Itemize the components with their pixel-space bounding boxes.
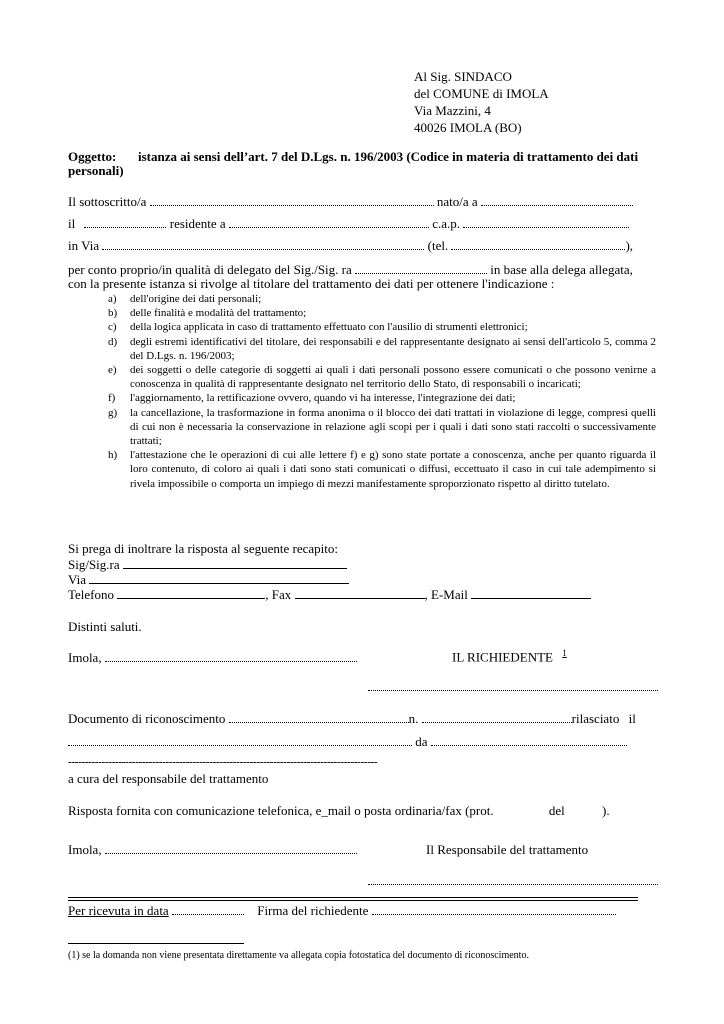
list-item-key: h) <box>108 449 118 462</box>
reply-email-label: , E-Mail <box>424 587 468 602</box>
response-text: Risposta fornita con comunicazione telefonica, e_mail o posta ordinaria/fax (prot. <box>68 803 494 818</box>
document-da-label: da <box>415 734 428 749</box>
il-label: il <box>68 216 76 231</box>
reply-fax-label: , Fax <box>265 587 292 602</box>
list-item-key: g) <box>108 406 118 419</box>
list-item-key: d) <box>108 335 118 348</box>
subject-text-continued: personali) <box>68 163 124 178</box>
list-item-text: dei soggetti o delle categorie di soggetti ai quali i dati personali possono essere comunicati o che possono venirne a conoscenza in qualità di rappresentante designato nel territorio dello Stato, di responsabili o incaricati; <box>130 364 656 391</box>
signature-label: Firma del richiedente <box>257 903 369 918</box>
delegate-field[interactable] <box>355 263 487 274</box>
reply-name-field[interactable] <box>123 557 347 569</box>
list-item <box>108 406 656 449</box>
list-item-key: e) <box>108 364 117 377</box>
sottoscritto-label: Il sottoscritto/a <box>68 194 147 209</box>
cap-field[interactable] <box>463 217 629 228</box>
reply-via-label: Via <box>68 572 86 587</box>
reply-line-street <box>68 572 349 588</box>
closing-place-date <box>68 650 357 666</box>
document-date-field[interactable] <box>68 735 412 746</box>
street-field[interactable] <box>102 239 424 250</box>
reply-telefono-label: Telefono <box>68 587 115 602</box>
list-item-key: c) <box>108 321 117 334</box>
reply-line-name <box>68 557 347 573</box>
list-item-text: la cancellazione, la trasformazione in forma anonima o il blocco dei dati trattati in violazione di legge, compresi quelli di cui non è necessaria la conservazione in relazione agli scopi per i quali i dati sono stati raccolti o successivamente trattati; <box>130 406 656 448</box>
footnote-separator <box>68 943 244 944</box>
responsible-heading: a cura del responsabile del trattamento <box>68 771 269 786</box>
list-item-text: della logica applicata in caso di trattamento effettuato con l'ausilio di strumenti elettronici; <box>130 321 528 334</box>
list-item <box>108 292 656 306</box>
applicant-title <box>452 648 567 665</box>
birthplace-field[interactable] <box>481 195 633 206</box>
document-issuer-field[interactable] <box>431 735 627 746</box>
date-field[interactable] <box>105 651 357 662</box>
document-il-label: il <box>628 711 636 726</box>
form-line-name <box>68 194 633 210</box>
response-close: ). <box>602 803 610 818</box>
subject-text: istanza ai sensi dell’art. 7 del D.Lgs. n. 196/2003 (Codice in materia di trattamento dei dati <box>138 149 639 164</box>
list-item-text: l'aggiornamento, la rettificazione ovvero, quando vi ha interesse, l'integrazione dei dati; <box>130 392 516 405</box>
richiedente-label: IL RICHIEDENTE <box>452 649 553 665</box>
list-item-text: dell'origine dei dati personali; <box>130 293 262 305</box>
reply-sig-label: Sig/Sig.ra <box>68 557 120 572</box>
reply-phone-field[interactable] <box>117 587 265 599</box>
dashed-separator: -------------------------------------------------------------------------------------------- <box>68 756 378 768</box>
document-line <box>68 711 636 727</box>
response-imola-label: Imola, <box>68 842 102 857</box>
delega-label: in base alla delega allegata, <box>490 262 633 277</box>
birthdate-field[interactable] <box>84 217 166 228</box>
list-item <box>108 448 656 491</box>
address-line-4: 40026 IMOLA (BO) <box>414 120 522 135</box>
greeting: Distinti saluti. <box>68 619 142 634</box>
residente-label: residente a <box>169 216 226 231</box>
document-label: Documento di riconoscimento <box>68 711 226 726</box>
list-item-key: b) <box>108 307 118 320</box>
document-number-field[interactable] <box>422 712 572 723</box>
list-item-key: a) <box>108 293 117 305</box>
reply-intro: Si prega di inoltrare la risposta al seguente recapito: <box>68 541 339 556</box>
rilasciato-label: rilasciato <box>571 711 620 726</box>
divider-line <box>68 897 638 898</box>
document-line-2 <box>68 734 627 750</box>
list-item <box>108 363 656 391</box>
response-del-label: del <box>548 803 565 818</box>
document-n-label: n. <box>408 711 419 726</box>
footnote-text: (1) se la domanda non viene presentata direttamente va allegata copia fotostatica del documento di riconoscimento. <box>68 950 529 961</box>
list-item-key: f) <box>108 392 116 405</box>
request-intro: con la presente istanza si rivolge al titolare del trattamento dei dati per ottenere l'indicazione : <box>68 276 555 291</box>
cap-label: c.a.p. <box>432 216 460 231</box>
list-item-text: l'attestazione che le operazioni di cui alle lettere f) e g) sono state portate a conoscenza, anche per quanto riguarda il loro contenuto, di coloro ai quali i dati sono stati comunicati o diffusi, eccettuato il caso in cui tale adempimento si rivela impossibile o comporta un impiego di mezzi manifestamente sproporzionato rispetto al diritto tutelato. <box>130 449 656 490</box>
reply-email-field[interactable] <box>471 587 591 599</box>
address-line-1: Al Sig. SINDACO <box>414 69 512 84</box>
form-line-birth <box>68 216 629 232</box>
receipt-signature-field[interactable] <box>372 904 616 915</box>
list-item <box>108 391 656 405</box>
subject-label: Oggetto: <box>68 149 117 164</box>
request-list <box>108 292 656 491</box>
address-line-2: del COMUNE di IMOLA <box>414 86 549 101</box>
response-place-date <box>68 842 357 858</box>
form-line-address <box>68 238 633 254</box>
via-label: in Via <box>68 238 100 253</box>
responsible-signature-field[interactable] <box>368 874 658 885</box>
reply-street-field[interactable] <box>89 572 349 584</box>
name-field[interactable] <box>150 195 434 206</box>
list-item <box>108 320 656 334</box>
footnote-ref: 1 <box>562 648 567 658</box>
tel-close: ), <box>625 238 634 253</box>
receipt-date-field[interactable] <box>172 904 244 915</box>
tel-label: (tel. <box>427 238 449 253</box>
receipt-label: Per ricevuta in data <box>68 903 169 918</box>
divider-line <box>68 900 638 901</box>
response-line <box>68 803 610 819</box>
list-item-text: degli estremi identificativi del titolare, dei responsabili e del rappresentante designato ai sensi dell'articolo 5, comma 2 del D.Lgs. n. 196/2003; <box>130 335 656 362</box>
phone-field[interactable] <box>451 239 625 250</box>
conto-label: per conto proprio/in qualità di delegato del Sig./Sig. ra <box>68 262 352 277</box>
document-type-field[interactable] <box>229 712 409 723</box>
responsible-title: Il Responsabile del trattamento <box>426 842 589 857</box>
list-item <box>108 335 656 363</box>
imola-label: Imola, <box>68 650 102 665</box>
applicant-signature-field[interactable] <box>368 680 658 691</box>
list-item-text: delle finalità e modalità del trattamento; <box>130 307 307 320</box>
reply-fax-field[interactable] <box>295 587 425 599</box>
list-item <box>108 306 656 320</box>
residence-field[interactable] <box>229 217 429 228</box>
nato-label: nato/a a <box>436 194 478 209</box>
reply-line-contacts <box>68 587 591 603</box>
address-line-3: Via Mazzini, 4 <box>414 103 491 118</box>
response-date-field[interactable] <box>105 843 357 854</box>
receipt-line <box>68 903 616 919</box>
